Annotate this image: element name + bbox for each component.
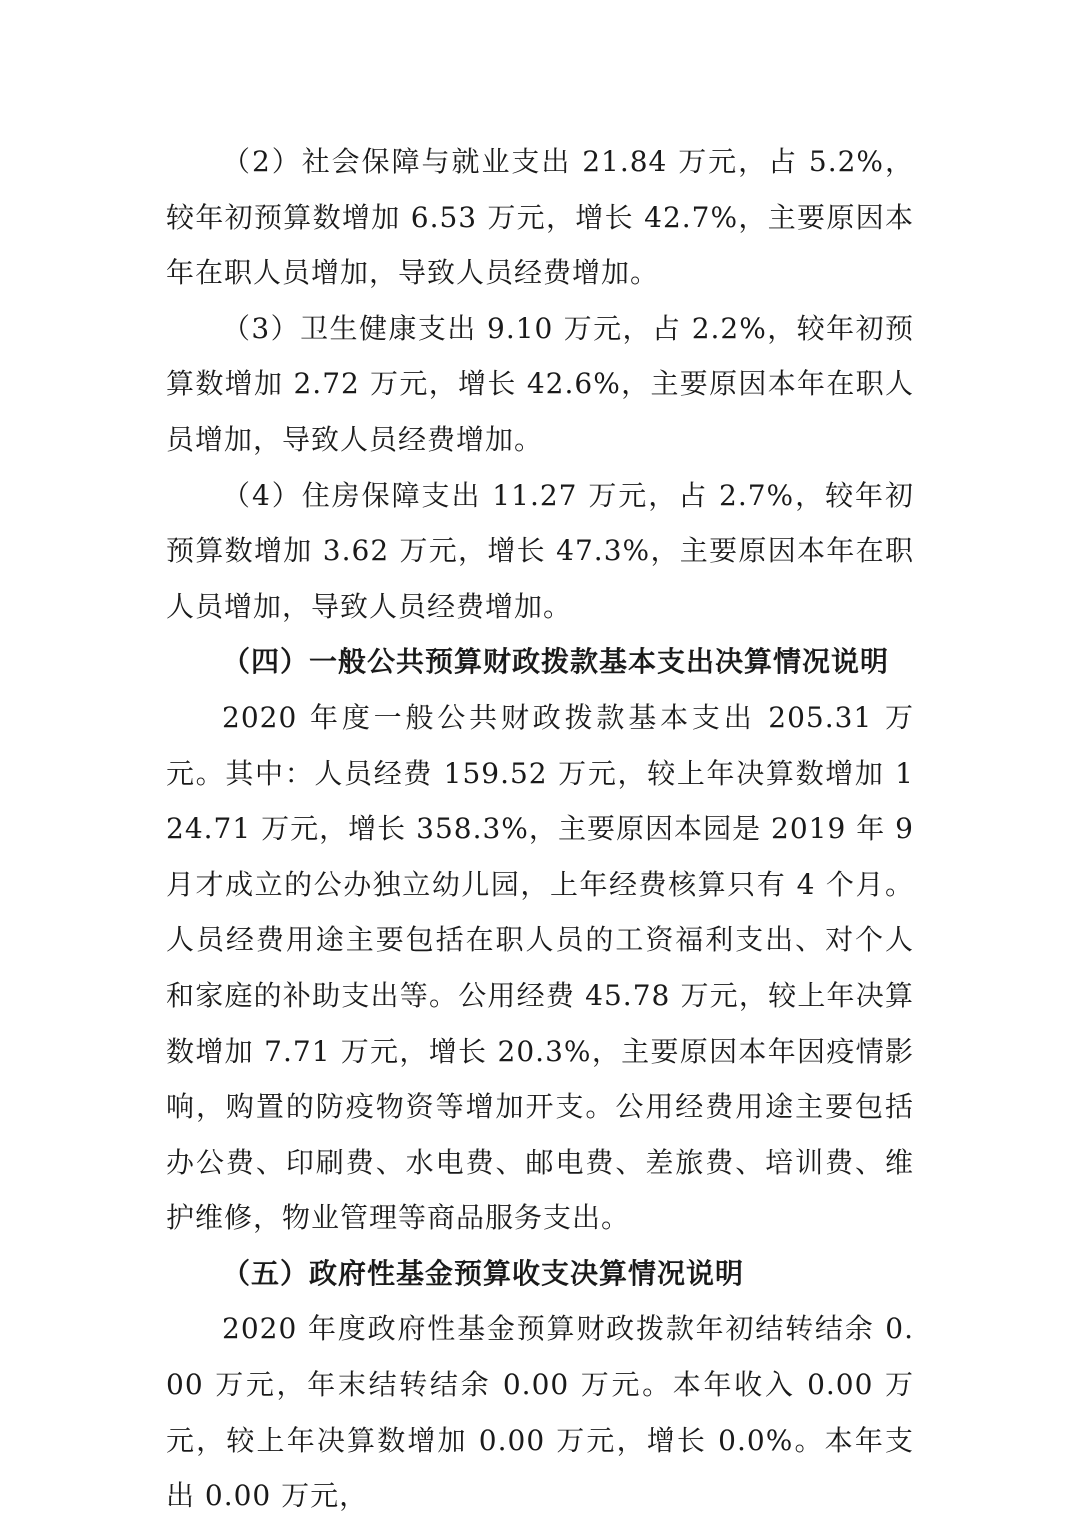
paragraph-government-fund: 2020 年度政府性基金预算财政拨款年初结转结余 0.00 万元，年末结转结余 0.00 万元。本年收入 0.00 万元，较上年决算数增加 0.00 万元，增长 0.0%。本年支出 0.00 万元， xyxy=(166,1312,914,1513)
section-heading-government-fund: （五）政府性基金预算收支决算情况说明 xyxy=(222,1256,745,1290)
paragraph-basic-expenditure: 2020 年度一般公共财政拨款基本支出 205.31 万元。其中：人员经费 159.52 万元，较上年决算数增加 124.71 万元，增长 358.3%，主要原因本园是 2019 年 9 月才成立的公办独立幼儿园，上年经费核算只有 4 个月。人员经费用途主要包括在职人员的工资福利支出、对个人和家庭的补助支出等。公用经费 45.78 万元，较上年决算数增加 7.71 万元，增长 20.3%，主要原因本年因疫情影响，购置的防疫物资等增加开支。公用经费用途主要包括办公费、印刷费、水电费、邮电费、差旅费、培训费、维护维修，物业管理等商品服务支出。 xyxy=(166,700,914,1235)
paragraph-housing: （4）住房保障支出 11.27 万元，占 2.7%，较年初预算数增加 3.62 万元，增长 47.3%，主要原因本年在职人员增加，导致人员经费增加。 xyxy=(166,478,914,623)
document-page xyxy=(166,134,914,1524)
paragraph-social-security: （2）社会保障与就业支出 21.84 万元，占 5.2%，较年初预算数增加 6.53 万元，增长 42.7%，主要原因本年在职人员增加，导致人员经费增加。 xyxy=(166,145,914,290)
section-heading-basic-expenditure: （四）一般公共预算财政拨款基本支出决算情况说明 xyxy=(222,645,890,679)
paragraph-health: （3）卫生健康支出 9.10 万元，占 2.2%，较年初预算数增加 2.72 万元，增长 42.6%，主要原因本年在职人员增加，导致人员经费增加。 xyxy=(166,311,914,456)
